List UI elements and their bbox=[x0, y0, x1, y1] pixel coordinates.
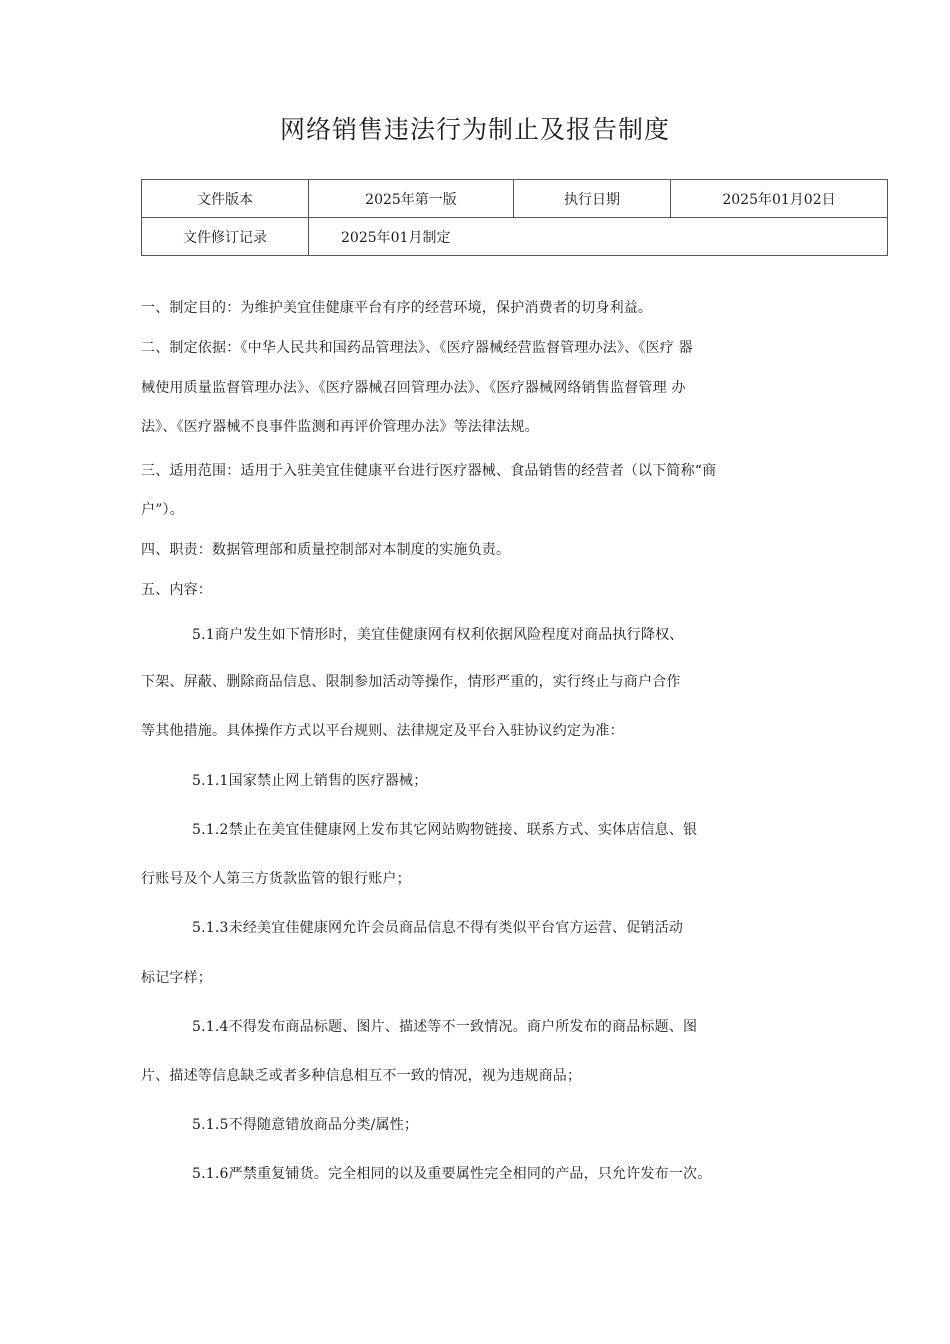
clause-5-1-3-line-1: 5.1.3未经美宜佳健康网允许会员商品信息不得有类似平台官方运营、促销活动 bbox=[192, 920, 684, 936]
basis-line-1: 二、制定依据：《中华人民共和国药品管理法》、《医疗器械经营监督管理办法》、《医疗 器 bbox=[141, 340, 693, 356]
revision-record-label: 文件修订记录 bbox=[142, 218, 309, 256]
clause-5-1-2-line-1: 5.1.2禁止在美宜佳健康网上发布其它网站购物链接、联系方式、实体店信息、银 bbox=[192, 822, 698, 838]
clause-5-1-2-line-2: 行账号及个人第三方货款监管的银行账户； bbox=[141, 871, 411, 887]
table-row bbox=[142, 180, 888, 218]
duties-line: 四、职责：数据管理部和质量控制部对本制度的实施负责。 bbox=[141, 542, 511, 558]
clause-5-1-line-1: 5.1商户发生如下情形时，美宜佳健康网有权利依据风险程度对商品执行降权、 bbox=[192, 627, 684, 643]
effective-date-value: 2025年01月02日 bbox=[671, 180, 888, 218]
clause-5-1-4-line-2: 片、描述等信息缺乏或者多种信息相互不一致的情况，视为违规商品； bbox=[141, 1068, 582, 1084]
content-heading: 五、内容： bbox=[141, 582, 212, 598]
basis-line-3: 法》、《医疗器械不良事件监测和再评价管理办法》等法律法规。 bbox=[141, 419, 539, 435]
effective-date-label: 执行日期 bbox=[514, 180, 671, 218]
clause-5-1-1: 5.1.1国家禁止网上销售的医疗器械； bbox=[192, 773, 428, 789]
clause-5-1-6: 5.1.6严禁重复铺货。完全相同的以及重要属性完全相同的产品，只允许发布一次。 bbox=[192, 1166, 712, 1182]
version-label: 文件版本 bbox=[142, 180, 309, 218]
purpose-line: 一、制定目的：为维护美宜佳健康平台有序的经营环境，保护消费者的切身利益。 bbox=[141, 300, 653, 316]
scope-line-2: 户”）。 bbox=[141, 502, 184, 518]
document-title: 网络销售违法行为制止及报告制度 bbox=[279, 115, 670, 144]
clause-5-1-3-line-2: 标记字样； bbox=[141, 970, 212, 986]
clause-5-1-line-2: 下架、屏蔽、删除商品信息、限制参加活动等操作，情形严重的，实行终止与商户合作 bbox=[141, 674, 681, 690]
clause-5-1-line-3: 等其他措施。具体操作方式以平台规则、法律规定及平台入驻协议约定为准： bbox=[141, 723, 624, 739]
version-value: 2025年第一版 bbox=[309, 180, 514, 218]
basis-line-2: 械使用质量监督管理办法》、《医疗器械召回管理办法》、《医疗器械网络销售监督管理 办 bbox=[141, 380, 686, 396]
clause-5-1-5: 5.1.5不得随意错放商品分类/属性； bbox=[192, 1117, 419, 1133]
clause-5-1-4-line-1: 5.1.4不得发布商品标题、图片、描述等不一致情况。商户所发布的商品标题、图 bbox=[192, 1019, 698, 1035]
document-info-table bbox=[141, 179, 888, 256]
scope-line-1: 三、适用范围：适用于入驻美宜佳健康平台进行医疗器械、食品销售的经营者（以下简称“商 bbox=[141, 463, 717, 479]
revision-record-value: 2025年01月制定 bbox=[309, 218, 888, 256]
table-row bbox=[142, 218, 888, 256]
